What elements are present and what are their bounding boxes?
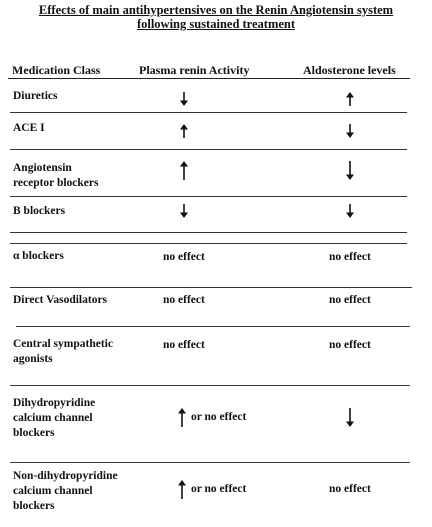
renin-text: no effect: [163, 294, 205, 306]
renin-cell: [163, 250, 205, 264]
aldosterone-text: no effect: [329, 483, 371, 495]
arrow-up-icon: [180, 161, 188, 180]
medication-class: [13, 89, 58, 104]
medication-class: [13, 204, 65, 219]
medication-class: [13, 249, 64, 264]
aldosterone-cell: [346, 161, 354, 180]
renin-cell: [163, 338, 205, 352]
aldosterone-cell: [329, 250, 371, 264]
arrow-down-icon: [180, 92, 188, 106]
aldosterone-cell: [329, 338, 371, 352]
arrow-down-icon: [346, 161, 354, 180]
medication-class-line: blockers: [13, 427, 55, 439]
arrow-down-icon: [346, 124, 354, 138]
arrow-up-icon: [178, 408, 186, 427]
aldosterone-cell: [346, 204, 354, 218]
medication-class-line: Angiotensin: [13, 162, 72, 174]
aldosterone-cell: [329, 482, 371, 496]
medication-class-line: agonists: [13, 353, 53, 365]
aldosterone-cell: [329, 293, 371, 307]
aldosterone-cell: [346, 124, 354, 138]
title-line-2: following sustained treatment: [136, 17, 296, 31]
header-aldosterone: Aldosterone levels: [303, 63, 396, 77]
renin-text: or no effect: [191, 483, 247, 495]
medication-class: [13, 469, 118, 514]
row-divider: [10, 149, 407, 150]
row-divider: [10, 243, 407, 244]
table-title: [0, 3, 432, 31]
header-medication-class: Medication Class: [12, 63, 101, 77]
renin-text: no effect: [163, 339, 205, 351]
renin-cell: [180, 124, 188, 138]
row-divider: [16, 326, 410, 327]
medication-class-line: Central sympathetic: [13, 338, 113, 350]
header-plasma-renin: Plasma renin Activity: [139, 63, 250, 77]
aldosterone-text: no effect: [329, 251, 371, 263]
arrow-down-icon: [346, 204, 354, 218]
renin-cell: [178, 408, 246, 427]
medication-class: [13, 161, 98, 191]
aldosterone-cell: [346, 92, 354, 106]
medication-class: [13, 293, 107, 308]
row-divider: [10, 232, 407, 233]
medication-class: [13, 337, 113, 367]
medication-class-line: α blockers: [13, 250, 64, 262]
renin-cell: [178, 480, 246, 499]
row-divider: [10, 385, 410, 386]
aldosterone-text: no effect: [329, 294, 371, 306]
title-line-1: Effects of main antihypertensives on the Renin Angiotensin system: [38, 3, 394, 17]
arrow-up-icon: [178, 480, 186, 499]
row-divider: [10, 196, 407, 197]
row-divider: [10, 462, 410, 463]
renin-text: or no effect: [191, 411, 247, 423]
medication-class-line: Dihydropyridine: [13, 397, 96, 409]
medication-class-line: calcium channel: [13, 412, 93, 424]
medication-class: [13, 396, 95, 441]
medication-class-line: blockers: [13, 500, 55, 512]
arrow-up-icon: [346, 92, 354, 106]
arrow-down-icon: [180, 204, 188, 218]
medication-class-line: calcium channel: [13, 485, 93, 497]
arrow-up-icon: [180, 124, 188, 138]
row-divider: [10, 287, 412, 288]
renin-cell: [163, 293, 205, 307]
medication-class-line: receptor blockers: [13, 177, 99, 189]
aldosterone-cell: [346, 408, 354, 427]
renin-cell: [180, 204, 188, 218]
aldosterone-text: no effect: [329, 339, 371, 351]
row-divider: [10, 112, 407, 113]
medication-class-line: Direct Vasodilators: [13, 294, 108, 306]
medication-class: [13, 121, 45, 136]
header-rule: [8, 78, 410, 79]
medication-class-line: Diuretics: [13, 90, 58, 102]
medication-class-line: ACE I: [13, 122, 45, 134]
medication-class-line: B blockers: [13, 205, 66, 217]
medication-class-line: Non-dihydropyridine: [13, 470, 118, 482]
renin-text: no effect: [163, 251, 205, 263]
renin-cell: [180, 161, 188, 180]
renin-cell: [180, 92, 188, 106]
arrow-down-icon: [346, 408, 354, 427]
